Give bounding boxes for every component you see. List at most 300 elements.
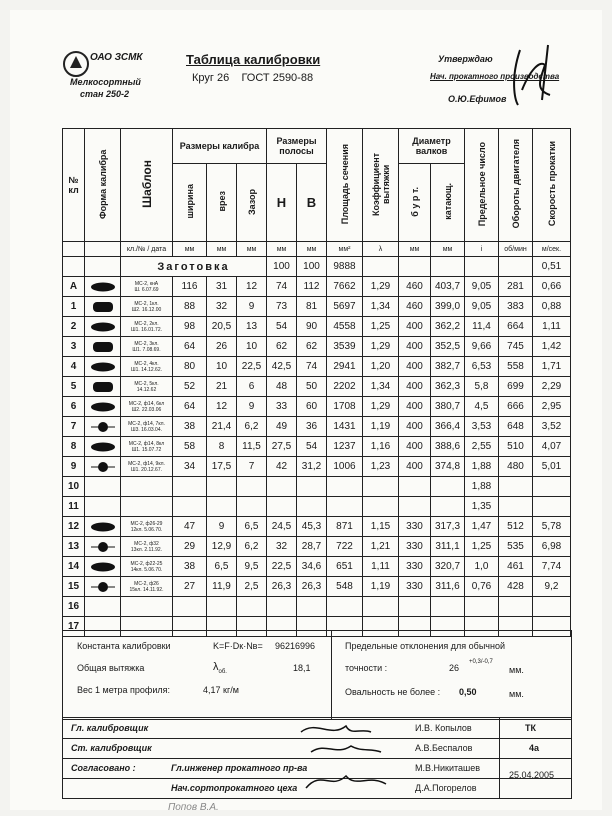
constant-label: Константа калибровки — [77, 641, 171, 651]
row-num: 1 — [63, 297, 85, 317]
company-name: ОАО ЗСМК — [90, 52, 143, 63]
cell-kat: 362,2 — [431, 317, 465, 337]
constant-value: 96216996 — [275, 641, 316, 651]
oval-shape-icon — [90, 362, 116, 372]
tol-value: 26 — [449, 663, 460, 673]
cell-kat: 320,7 — [431, 557, 465, 577]
cell-speed: 3,52 — [533, 417, 571, 437]
cell-B — [297, 477, 327, 497]
row-template: МС-2, ф14, 6кл Ш2. 22.03.06 — [121, 397, 173, 417]
col-gap: Зазор — [237, 164, 267, 242]
table-row — [63, 317, 571, 337]
mill-line2: стан 250-2 — [80, 89, 129, 99]
row-num: A — [63, 277, 85, 297]
cell-gap: 9,5 — [237, 557, 267, 577]
cell-speed: 1,11 — [533, 317, 571, 337]
cell-H: 24,5 — [267, 517, 297, 537]
blank-H: 100 — [267, 257, 297, 277]
cell-bort: 400 — [399, 397, 431, 417]
col-form: Форма калибра — [85, 129, 121, 242]
cell-H: 49 — [267, 417, 297, 437]
row-shape — [85, 297, 121, 317]
oval-shape-icon — [90, 322, 116, 332]
oval-unit: мм. — [509, 689, 524, 699]
unit-pass-count: i — [465, 242, 499, 257]
cell-coef: 1,34 — [363, 297, 399, 317]
sign-role-3b: Гл.инженер прокатного пр-ва — [171, 763, 308, 773]
oval-shape-icon — [90, 282, 116, 292]
cell-coef: 1,25 — [363, 317, 399, 337]
cell-area — [327, 497, 363, 517]
box-shape-icon — [90, 301, 116, 313]
row-template: МС-2, 4кл. Ш1. 14.12.62. — [121, 357, 173, 377]
cell-width: 38 — [173, 417, 207, 437]
cell-height: 21 — [207, 377, 237, 397]
cell-H: 42 — [267, 457, 297, 477]
cell-kat — [431, 497, 465, 517]
row-num: 16 — [63, 597, 85, 617]
cell-speed: 7,74 — [533, 557, 571, 577]
cell-speed: 4,07 — [533, 437, 571, 457]
table-row — [63, 497, 571, 517]
col-caliber-dims: Размеры калибра — [173, 129, 267, 164]
cell-height: 8 — [207, 437, 237, 457]
sign-role-3: Согласовано : — [71, 763, 136, 773]
unit-motor-rpm: об/мин — [499, 242, 533, 257]
cell-B: 36 — [297, 417, 327, 437]
col-strip-dims: Размеры полосы — [267, 129, 327, 164]
cell-i: 4,5 — [465, 397, 499, 417]
cell-coef: 1,23 — [363, 457, 399, 477]
cell-gap: 6,2 — [237, 417, 267, 437]
row-template: МС-2, ф14, 7кл. Ш3. 16.03.04. — [121, 417, 173, 437]
cell-B — [297, 497, 327, 517]
unit-height: мм — [207, 242, 237, 257]
row-num: 4 — [63, 357, 85, 377]
cell-coef: 1,11 — [363, 557, 399, 577]
cell-kat — [431, 597, 465, 617]
cell-bort: 400 — [399, 417, 431, 437]
cell-rpm: 281 — [499, 277, 533, 297]
cell-area — [327, 597, 363, 617]
cell-kat: 311,1 — [431, 537, 465, 557]
cell-width: 52 — [173, 377, 207, 397]
cell-B: 62 — [297, 337, 327, 357]
cell-area: 1237 — [327, 437, 363, 457]
cell-bort: 400 — [399, 357, 431, 377]
cell-bort: 400 — [399, 457, 431, 477]
cell-H — [267, 497, 297, 517]
cell-height: 12,9 — [207, 537, 237, 557]
approve-name: О.Ю.Ефимов — [448, 94, 507, 104]
cell-speed — [533, 597, 571, 617]
row-num: 12 — [63, 517, 85, 537]
col-pass-count: Предельное число — [465, 129, 499, 242]
cell-width: 27 — [173, 577, 207, 597]
cell-rpm: 745 — [499, 337, 533, 357]
cell-i: 0,76 — [465, 577, 499, 597]
row-template: МС-2, 5кл. 14.12.62 — [121, 377, 173, 397]
cell-gap: 13 — [237, 317, 267, 337]
cell-height: 12 — [207, 397, 237, 417]
cell-H: 42,5 — [267, 357, 297, 377]
cell-rpm: 428 — [499, 577, 533, 597]
cell-B: 28,7 — [297, 537, 327, 557]
sign-name-2: А.В.Беспалов — [415, 743, 473, 753]
cell-coef: 1,19 — [363, 577, 399, 597]
cell-kat: 388,6 — [431, 437, 465, 457]
blank-speed: 0,51 — [533, 257, 571, 277]
table-row — [63, 517, 571, 537]
mill-line1: Мелкосортный — [70, 77, 141, 87]
weight-value: 4,17 кг/м — [203, 685, 239, 695]
cell-i: 9,05 — [465, 297, 499, 317]
calibration-sheet — [10, 10, 602, 813]
cell-B: 90 — [297, 317, 327, 337]
sign-name-1: И.В. Копылов — [415, 723, 472, 733]
row-shape — [85, 437, 121, 457]
cell-width: 64 — [173, 397, 207, 417]
cell-rpm — [499, 497, 533, 517]
row-num: 5 — [63, 377, 85, 397]
cell-bort: 400 — [399, 437, 431, 457]
cell-coef: 1,20 — [363, 357, 399, 377]
col-B: B — [297, 164, 327, 242]
cell-height: 6,5 — [207, 557, 237, 577]
cell-area: 1708 — [327, 397, 363, 417]
table-row — [63, 437, 571, 457]
cell-i: 2,55 — [465, 437, 499, 457]
cell-area: 871 — [327, 517, 363, 537]
cell-area: 3539 — [327, 337, 363, 357]
cell-rpm: 666 — [499, 397, 533, 417]
cell-rpm: 535 — [499, 537, 533, 557]
cell-height — [207, 477, 237, 497]
cell-area: 651 — [327, 557, 363, 577]
cell-i: 1,25 — [465, 537, 499, 557]
cell-bort: 460 — [399, 297, 431, 317]
cell-i: 6,53 — [465, 357, 499, 377]
cell-speed: 5,01 — [533, 457, 571, 477]
unit-width: мм — [173, 242, 207, 257]
cell-bort: 400 — [399, 317, 431, 337]
cell-height: 20,5 — [207, 317, 237, 337]
cell-coef — [363, 597, 399, 617]
table-row — [63, 577, 571, 597]
cell-area: 7662 — [327, 277, 363, 297]
row-template: МС-2, ф14, 9кл. Ш1. 20.12.67. — [121, 457, 173, 477]
sign-role-4: Нач.сортопрокатного цеха — [171, 783, 298, 793]
tol-dev: +0,3/-0,7 — [469, 659, 493, 665]
cell-area: 722 — [327, 537, 363, 557]
table-row — [63, 377, 571, 397]
cell-area: 4558 — [327, 317, 363, 337]
cell-gap — [237, 477, 267, 497]
cell-kat: 382,7 — [431, 357, 465, 377]
cell-speed: 1,42 — [533, 337, 571, 357]
cell-H: 33 — [267, 397, 297, 417]
row-num: 2 — [63, 317, 85, 337]
row-shape — [85, 277, 121, 297]
cell-width: 58 — [173, 437, 207, 457]
table-row — [63, 477, 571, 497]
handwritten-note: Попов В.А. — [168, 802, 219, 813]
cell-coef: 1,29 — [363, 337, 399, 357]
row-template: МС-2, ф22-25 14кл. 5.06.70. — [121, 557, 173, 577]
cell-width: 80 — [173, 357, 207, 377]
cell-bort: 330 — [399, 557, 431, 577]
signature-block — [62, 717, 572, 799]
cell-height — [207, 497, 237, 517]
round-shape-icon — [90, 461, 116, 473]
table-row — [63, 277, 571, 297]
oval-shape-icon — [90, 562, 116, 572]
sign-name-4: Д.А.Погорелов — [415, 783, 477, 793]
sign-code-1: ТК — [525, 723, 536, 733]
row-shape — [85, 577, 121, 597]
cell-H: 32 — [267, 537, 297, 557]
cell-rpm — [499, 597, 533, 617]
row-template: МС-2, 2кл. Ш1. 16.01.72. — [121, 317, 173, 337]
cell-gap: 2,5 — [237, 577, 267, 597]
cell-width: 98 — [173, 317, 207, 337]
cell-B: 60 — [297, 397, 327, 417]
round-shape-icon — [90, 581, 116, 593]
cell-height: 32 — [207, 297, 237, 317]
cell-B: 81 — [297, 297, 327, 317]
cell-B: 45,3 — [297, 517, 327, 537]
company-logo-icon — [62, 50, 90, 78]
cell-H — [267, 477, 297, 497]
cell-rpm: 699 — [499, 377, 533, 397]
cell-coef — [363, 477, 399, 497]
cell-bort: 330 — [399, 517, 431, 537]
sign-role-1: Гл. калибровщик — [71, 723, 149, 733]
unit-coef: λ — [363, 242, 399, 257]
cell-coef: 1,19 — [363, 417, 399, 437]
round-label: Круг 26 — [192, 72, 230, 84]
row-num: 11 — [63, 497, 85, 517]
cell-i: 9,05 — [465, 277, 499, 297]
row-shape — [85, 597, 121, 617]
cell-width — [173, 497, 207, 517]
cell-i: 3,53 — [465, 417, 499, 437]
cell-area: 5697 — [327, 297, 363, 317]
cell-kat: 403,7 — [431, 277, 465, 297]
cell-width: 34 — [173, 457, 207, 477]
cell-width: 29 — [173, 537, 207, 557]
cell-bort — [399, 497, 431, 517]
sign-code-2: 4а — [529, 743, 540, 753]
unit-speed: м/сек. — [533, 242, 571, 257]
cell-kat: 374,8 — [431, 457, 465, 477]
unit-bort: мм — [399, 242, 431, 257]
cell-height: 9 — [207, 517, 237, 537]
cell-kat: 399,0 — [431, 297, 465, 317]
tol-unit: мм. — [509, 665, 524, 675]
cell-width — [173, 477, 207, 497]
row-shape — [85, 497, 121, 517]
row-num: 8 — [63, 437, 85, 457]
cell-rpm: 461 — [499, 557, 533, 577]
cell-i — [465, 597, 499, 617]
cell-coef — [363, 497, 399, 517]
row-shape — [85, 537, 121, 557]
row-shape — [85, 397, 121, 417]
cell-height: 31 — [207, 277, 237, 297]
cell-rpm: 510 — [499, 437, 533, 457]
cell-speed: 0,66 — [533, 277, 571, 297]
cell-i: 1,88 — [465, 477, 499, 497]
cell-H: 48 — [267, 377, 297, 397]
cell-B: 50 — [297, 377, 327, 397]
row-num: 9 — [63, 457, 85, 477]
calibration-table — [62, 128, 571, 637]
cell-bort — [399, 477, 431, 497]
tol-label2: точности : — [345, 663, 388, 673]
total-value: 18,1 — [293, 663, 311, 673]
round-shape-icon — [90, 421, 116, 433]
cell-speed: 9,2 — [533, 577, 571, 597]
cell-height: 26 — [207, 337, 237, 357]
row-num: 13 — [63, 537, 85, 557]
approve-label: Утверждаю — [438, 54, 493, 64]
row-template — [121, 497, 173, 517]
row-shape — [85, 357, 121, 377]
cell-H: 22,5 — [267, 557, 297, 577]
cell-gap: 12 — [237, 277, 267, 297]
cell-width: 38 — [173, 557, 207, 577]
row-shape — [85, 417, 121, 437]
cell-speed — [533, 477, 571, 497]
cell-coef: 1,34 — [363, 377, 399, 397]
cell-bort: 400 — [399, 377, 431, 397]
cell-height: 10 — [207, 357, 237, 377]
cell-gap: 6,2 — [237, 537, 267, 557]
cell-area: 1431 — [327, 417, 363, 437]
cell-gap: 10 — [237, 337, 267, 357]
sign-name-3: М.В.Никиташев — [415, 763, 481, 773]
oval-shape-icon — [90, 442, 116, 452]
row-template: МС-2, ф32 13кл. 2.11.92. — [121, 537, 173, 557]
row-num: 14 — [63, 557, 85, 577]
col-template: Шаблон — [121, 129, 173, 242]
cell-coef: 1,16 — [363, 437, 399, 457]
summary-block — [62, 630, 572, 720]
cell-speed: 0,88 — [533, 297, 571, 317]
cell-gap — [237, 497, 267, 517]
row-template: МС-2, ф26-29 12кл. 5.06.70. — [121, 517, 173, 537]
cell-H: 27,5 — [267, 437, 297, 457]
cell-gap: 6 — [237, 377, 267, 397]
col-bort: б у р т. — [399, 164, 431, 242]
table-row — [63, 537, 571, 557]
profile-subtitle — [192, 72, 313, 84]
cell-rpm: 512 — [499, 517, 533, 537]
gost-label: ГОСТ 2590-88 — [241, 72, 314, 84]
unit-template: кл./№ / дата — [121, 242, 173, 257]
row-template — [121, 597, 173, 617]
row-num: 10 — [63, 477, 85, 497]
col-speed: Скорость прокатки — [533, 129, 571, 242]
cell-gap: 7 — [237, 457, 267, 477]
cell-B — [297, 597, 327, 617]
cell-gap: 22,5 — [237, 357, 267, 377]
cell-coef: 1,29 — [363, 397, 399, 417]
cell-B: 34,6 — [297, 557, 327, 577]
signatures-icon — [291, 718, 401, 798]
row-shape — [85, 317, 121, 337]
cell-width: 88 — [173, 297, 207, 317]
cell-width: 116 — [173, 277, 207, 297]
cell-area: 2202 — [327, 377, 363, 397]
row-template — [121, 477, 173, 497]
col-height: врез — [207, 164, 237, 242]
cell-area: 548 — [327, 577, 363, 597]
cell-speed: 5,78 — [533, 517, 571, 537]
cell-B: 54 — [297, 437, 327, 457]
blank-row-label: Заготовка — [121, 257, 267, 277]
cell-i: 1,88 — [465, 457, 499, 477]
col-roll-diam: Диаметр валков — [399, 129, 465, 164]
cell-gap: 11,5 — [237, 437, 267, 457]
cell-height — [207, 597, 237, 617]
cell-rpm: 480 — [499, 457, 533, 477]
cell-width: 64 — [173, 337, 207, 357]
oval-shape-icon — [90, 402, 116, 412]
oval-label: Овальность не более : — [345, 687, 441, 697]
cell-area — [327, 477, 363, 497]
cell-i: 11,4 — [465, 317, 499, 337]
row-num: 7 — [63, 417, 85, 437]
cell-height: 17,5 — [207, 457, 237, 477]
row-shape — [85, 377, 121, 397]
cell-kat: 366,4 — [431, 417, 465, 437]
cell-rpm — [499, 477, 533, 497]
cell-rpm: 664 — [499, 317, 533, 337]
cell-bort: 330 — [399, 537, 431, 557]
unit-gap: мм — [237, 242, 267, 257]
round-shape-icon — [90, 541, 116, 553]
row-shape — [85, 517, 121, 537]
cell-width — [173, 597, 207, 617]
total-symbol: $\lambda_{об.}$ — [213, 661, 227, 676]
col-motor-rpm: Обороты двигателя — [499, 129, 533, 242]
unit-H: мм — [267, 242, 297, 257]
total-label: Общая вытяжка — [77, 663, 145, 673]
cell-coef: 1,21 — [363, 537, 399, 557]
cell-H: 54 — [267, 317, 297, 337]
cell-kat: 352,5 — [431, 337, 465, 357]
cell-i: 5,8 — [465, 377, 499, 397]
table-row — [63, 417, 571, 437]
cell-B: 26,3 — [297, 577, 327, 597]
sign-role-2: Ст. калибровщик — [71, 743, 152, 753]
col-num: № кл — [63, 129, 85, 242]
table-row — [63, 557, 571, 577]
row-template: МС-2, ф26 15кл. 14.11.92. — [121, 577, 173, 597]
cell-B: 112 — [297, 277, 327, 297]
cell-height: 21,4 — [207, 417, 237, 437]
col-kat: катающ. — [431, 164, 465, 242]
row-template: МС-2, 1кл. Ш2. 16.12.00 — [121, 297, 173, 317]
row-num: 6 — [63, 397, 85, 417]
cell-gap — [237, 597, 267, 617]
unit-kat: мм — [431, 242, 465, 257]
cell-area: 1006 — [327, 457, 363, 477]
table-row — [63, 457, 571, 477]
cell-kat: 362,3 — [431, 377, 465, 397]
